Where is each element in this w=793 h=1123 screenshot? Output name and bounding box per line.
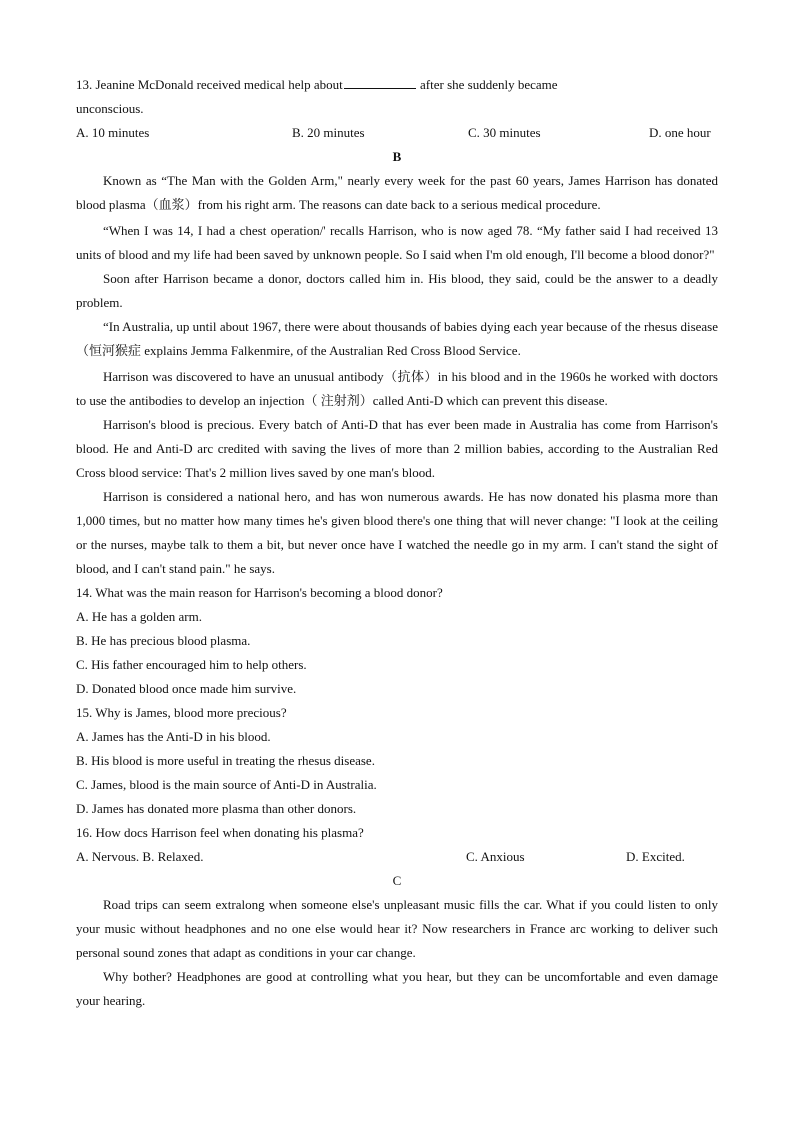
question-15-stem: 15. Why is James, blood more precious? [76, 705, 287, 720]
option-b: B. He has precious blood plasma. [76, 633, 251, 648]
passage-c [76, 893, 718, 1013]
option-d: D. one hour [649, 125, 711, 140]
option-c: C. His father encouraged him to help others. [76, 657, 307, 672]
question-14 [76, 581, 718, 701]
passage-paragraph: “When I was 14, I had a chest operation/' recalls Harrison, who is now aged 78. “My father said I had received 13 units of blood and my life had been saved by unknown people. So I said when I'm old enough, I'll become a blood donor?" [76, 223, 718, 262]
question-16 [76, 821, 718, 869]
option-a: A. 10 minutes [76, 125, 150, 140]
question-14-stem: 14. What was the main reason for Harrison's becoming a blood donor? [76, 585, 443, 600]
option-a: A. James has the Anti-D in his blood. [76, 729, 271, 744]
option-c: C. Anxious [466, 849, 525, 864]
option-d: D. James has donated more plasma than other donors. [76, 801, 357, 816]
exam-page [76, 73, 718, 1013]
question-16-stem: 16. How docs Harrison feel when donating his plasma? [76, 825, 364, 840]
section-heading-b: B [392, 149, 402, 164]
passage-paragraph: “In Australia, up until about 1967, there were about thousands of babies dying each year because of the rhesus disease（恒河猴症 explains Jemma Falkenmire, of the Australian Red Cross Blood Service. [76, 319, 718, 358]
passage-paragraph: Known as “The Man with the Golden Arm," nearly every week for the past 60 years, James Harrison has donated blood plasma（血浆）from his right arm. The reasons can date back to a serious medical procedure. [76, 173, 718, 212]
section-heading-c: C [392, 873, 402, 888]
option-b: B. 20 minutes [292, 125, 365, 140]
question-16-options [76, 845, 718, 869]
passage-paragraph: Harrison was discovered to have an unusual antibody（抗体）in his blood and in the 1960s he worked with doctors to use the antibodies to develop an injection（ 注射剂）called Anti-D which can prevent this disease. [76, 369, 718, 408]
option-a-b: A. Nervous. B. Relaxed. [76, 849, 204, 864]
option-a: A. He has a golden arm. [76, 609, 202, 624]
question-13 [76, 73, 718, 145]
question-13-stem-end: after she suddenly became [416, 77, 558, 92]
question-13-stem-start: 13. Jeanine McDonald received medical help about [76, 77, 343, 92]
passage-paragraph: Harrison's blood is precious. Every batch of Anti-D that has ever been made in Australia has come from Harrison's blood. He and Anti-D arc credited with saving the lives of more than 2 million babies, according to the Australian Red Cross blood service: That's 2 million lives saved by one man's blood. [76, 417, 718, 480]
passage-paragraph: Why bother? Headphones are good at controlling what you hear, but they can be uncomfortable and even damage your hearing. [76, 969, 718, 1008]
passage-b [76, 169, 718, 581]
answer-blank [344, 74, 416, 89]
passage-paragraph: Road trips can seem extralong when someone else's unpleasant music fills the car. What if you could listen to only your music without headphones and no one else would hear it? Now researchers in France arc working to deliver such personal sound zones that adapt as conditions in your car change. [76, 897, 718, 960]
option-d: D. Excited. [626, 849, 685, 864]
option-c: C. James, blood is the main source of Anti-D in Australia. [76, 777, 377, 792]
passage-paragraph: Soon after Harrison became a donor, doctors called him in. His blood, they said, could be the answer to a deadly problem. [76, 271, 718, 310]
option-b: B. His blood is more useful in treating the rhesus disease. [76, 753, 375, 768]
option-d: D. Donated blood once made him survive. [76, 681, 297, 696]
question-15 [76, 701, 718, 821]
option-c: C. 30 minutes [468, 125, 541, 140]
question-13-options [76, 121, 718, 145]
question-13-stem-continued: unconscious. [76, 101, 144, 116]
passage-paragraph: Harrison is considered a national hero, and has won numerous awards. He has now donated his plasma more than 1,000 times, but no matter how many times he's given blood there's one thing that will never change: "I look at the ceiling or the nurses, maybe talk to them a bit, but never once have I watched the needle go in my arm. I can't stand the sight of blood, and I can't stand pain." he says. [76, 489, 718, 576]
